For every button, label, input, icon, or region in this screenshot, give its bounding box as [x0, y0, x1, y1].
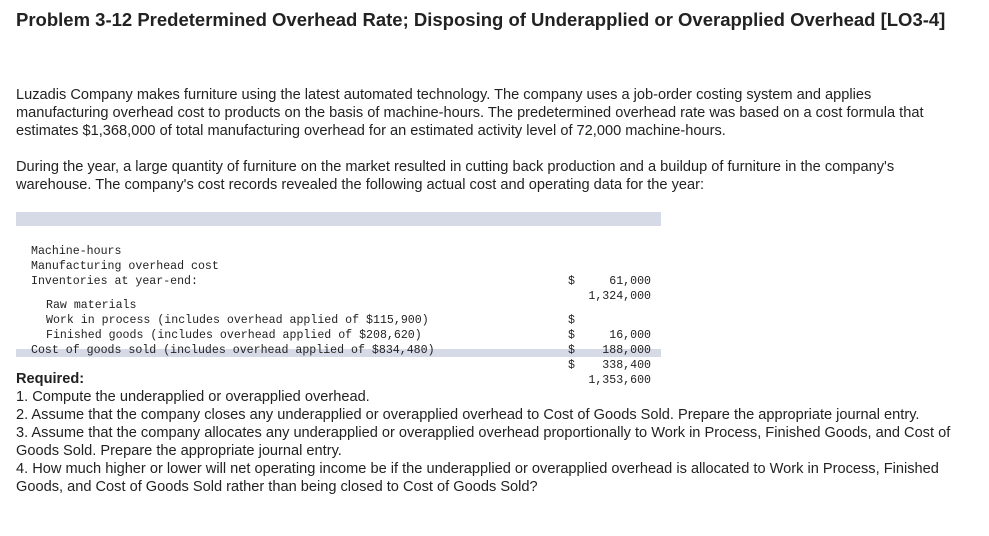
required-item: 4. How much higher or lower will net operating income be if the underapplied or overapplied overhead is allocated to Work in Process, Finished Goods, and Cost of Goods Sold rather than being closed to Cost of Goods Sold?: [16, 461, 939, 495]
data-intro-paragraph: During the year, a large quantity of furniture on the market resulted in cutting back production and a buildup of furniture in the company's warehouse. The company's cost records revealed the following actual cost and operating data for the year:: [16, 159, 895, 193]
row-dollar: $: [568, 275, 575, 288]
row-label: Machine-hours: [31, 245, 122, 258]
row-label: Raw materials: [46, 299, 137, 312]
row-amount: 1,324,000: [588, 290, 651, 303]
row-amount: 1,353,600: [588, 374, 651, 387]
row-label: Cost of goods sold (includes overhead applied of $834,480): [31, 344, 435, 357]
required-item: 2. Assume that the company closes any underapplied or overapplied overhead to Cost of Goods Sold. Prepare the appropriate journal entry.: [16, 407, 920, 423]
row-amount: 16,000: [609, 329, 651, 342]
problem-title: Problem 3-12 Predetermined Overhead Rate; Disposing of Underapplied or Overapplied Overhead [LO3-4]: [16, 9, 946, 30]
row-label: Finished goods (includes overhead applied of $208,620): [46, 329, 422, 342]
required-item: 1. Compute the underapplied or overapplied overhead.: [16, 389, 370, 405]
required-section: [16, 370, 971, 496]
row-label: Manufacturing overhead cost: [31, 260, 219, 273]
row-amount: 338,400: [602, 359, 651, 372]
row-label: Inventories at year-end:: [31, 275, 198, 288]
row-amount: 188,000: [602, 344, 651, 357]
required-heading: Required:: [16, 371, 85, 387]
intro-paragraph: Luzadis Company makes furniture using the latest automated technology. The company uses a job-order costing system and applies manufacturing overhead cost to products on the basis of machine-hours. The predetermined overhead rate was based on a cost formula that estimates $1,368,000 of total manufacturing overhead for an estimated activity level of 72,000 machine-hours.: [16, 87, 924, 139]
row-dollar: $: [568, 359, 575, 372]
required-item: 3. Assume that the company allocates any underapplied or overapplied overhead proportionally to Work in Process, Finished Goods, and Cost of Goods Sold. Prepare the appropriate journal entry.: [16, 425, 951, 459]
row-label: Work in process (includes overhead applied of $115,900): [46, 314, 429, 327]
row-dollar: $: [568, 329, 575, 342]
row-dollar: $: [568, 344, 575, 357]
row-dollar: $: [568, 314, 575, 327]
row-amount: 61,000: [609, 275, 651, 288]
